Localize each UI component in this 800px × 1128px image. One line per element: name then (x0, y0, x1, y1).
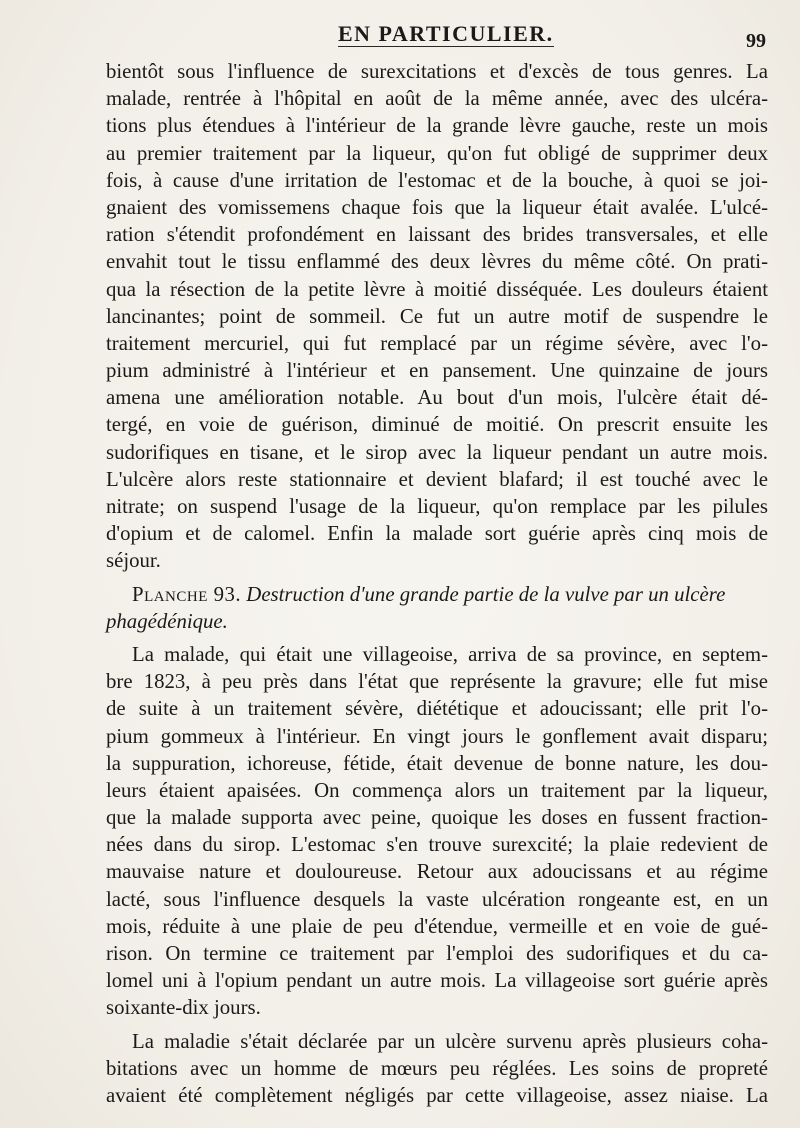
text-line: pium administré à l'intérieur et en pansement. Une quinzaine de jours (106, 359, 768, 383)
text-line: séjour. (106, 549, 161, 573)
text-line: la suppuration, ichoreuse, fétide, était devenue de bonne nature, les dou- (106, 751, 768, 775)
text-line: au premier traitement par la liqueur, qu'on fut obligé de supprimer deux (106, 141, 768, 165)
text-line: mois, réduite à une plaie de peu d'étendue, vermeille et en voie de gué- (106, 914, 768, 938)
paragraph-2 (106, 641, 768, 1022)
text-line: sudorifiques en tisane, et le sirop avec la liqueur pendant un autre mois. (106, 440, 768, 464)
text-line: malade, rentrée à l'hôpital en août de la même année, avec des ulcéra- (106, 87, 768, 111)
text-line: traitement mercuriel, qui fut remplacé par un régime sévère, avec l'o- (106, 331, 768, 355)
plate-heading (106, 581, 768, 608)
text-line: amena une amélioration notable. Au bout d'un mois, l'ulcère était dé- (106, 386, 768, 410)
text-line: nées dans du sirop. L'estomac s'en trouve surexcité; la plaie redevient de (106, 833, 768, 857)
plate-caption (106, 581, 768, 635)
paragraph-3 (106, 1028, 768, 1110)
page-number: 99 (746, 30, 766, 52)
text-line: lacté, sous l'influence desquels la vaste ulcération rongeante est, en un (106, 887, 768, 911)
text-line: bientôt sous l'influence de surexcitations et d'excès de tous genres. La (106, 60, 768, 83)
text-line: L'ulcère alors reste stationnaire et devient blafard; il est touché avec le (106, 467, 768, 491)
paragraph-1 (106, 58, 768, 575)
text-line: bre 1823, à peu près dans l'état que représente la gravure; elle fut mise (106, 670, 768, 694)
body-text (106, 58, 768, 1109)
text-line: rison. On termine ce traitement par l'emploi des sudorifiques et du ca- (106, 942, 768, 965)
text-line: pium gommeux à l'intérieur. En vingt jours le gonflement avait disparu; (106, 724, 768, 748)
text-line: de suite à un traitement sévère, diététique et adoucissant; elle prit l'o- (106, 697, 768, 721)
text-line: gnaient des vomissemens chaque fois que la liqueur était avalée. L'ulcé- (106, 195, 768, 219)
text-line: que la malade supporta avec peine, quoique les doses en fussent fraction- (106, 806, 768, 830)
plate-title: Destruction d'une grande partie de la vulve par un ulcère (246, 582, 726, 606)
running-head: EN PARTICULIER. (338, 21, 554, 46)
text-line: lomel uni à l'opium pendant un autre mois. La villageoise sort guérie après (106, 969, 768, 993)
text-line: La malade, qui était une villageoise, arriva de sa province, en septem- (132, 642, 768, 666)
text-line: La maladie s'était déclarée par un ulcère survenu après plusieurs coha- (132, 1029, 768, 1053)
text-line: leurs étaient apaisées. On commença alors un traitement par la liqueur, (106, 778, 768, 802)
text-line: fois, à cause d'une irritation de l'estomac et de la bouche, à quoi se joi- (106, 168, 768, 192)
plate-label: Planche 93. (132, 582, 242, 606)
text-line: lancinantes; point de sommeil. Ce fut un autre motif de suspendre le (106, 304, 768, 328)
text-line: mauvaise nature et douloureuse. Retour aux adoucissans et au régime (106, 860, 768, 884)
text-line: envahit tout le tissu enflammé des deux lèvres du même côté. On prati- (106, 250, 768, 274)
text-line: soixante-dix jours. (106, 996, 261, 1020)
page-header (0, 22, 800, 52)
text-line: bitations avec un homme de mœurs peu réglées. Les soins de propreté (106, 1056, 768, 1080)
text-line: avaient été complètement négligés par cette villageoise, assez niaise. La (106, 1083, 768, 1107)
text-line: d'opium et de calomel. Enfin la malade sort guérie après cinq mois de (106, 522, 768, 546)
plate-title-continuation: phagédénique. (106, 609, 228, 633)
text-line: ration s'étendit profondément en laissant des brides transversales, et elle (106, 223, 768, 247)
text-line: nitrate; on suspend l'usage de la liqueur, qu'on remplace par les pilules (106, 495, 768, 518)
text-line: tions plus étendues à l'intérieur de la grande lèvre gauche, reste un mois (106, 114, 768, 138)
text-line: qua la résection de la petite lèvre à moitié disséquée. Les douleurs étaient (106, 277, 768, 301)
text-line: tergé, en voie de guérison, diminué de moitié. On prescrit ensuite les (106, 413, 768, 437)
